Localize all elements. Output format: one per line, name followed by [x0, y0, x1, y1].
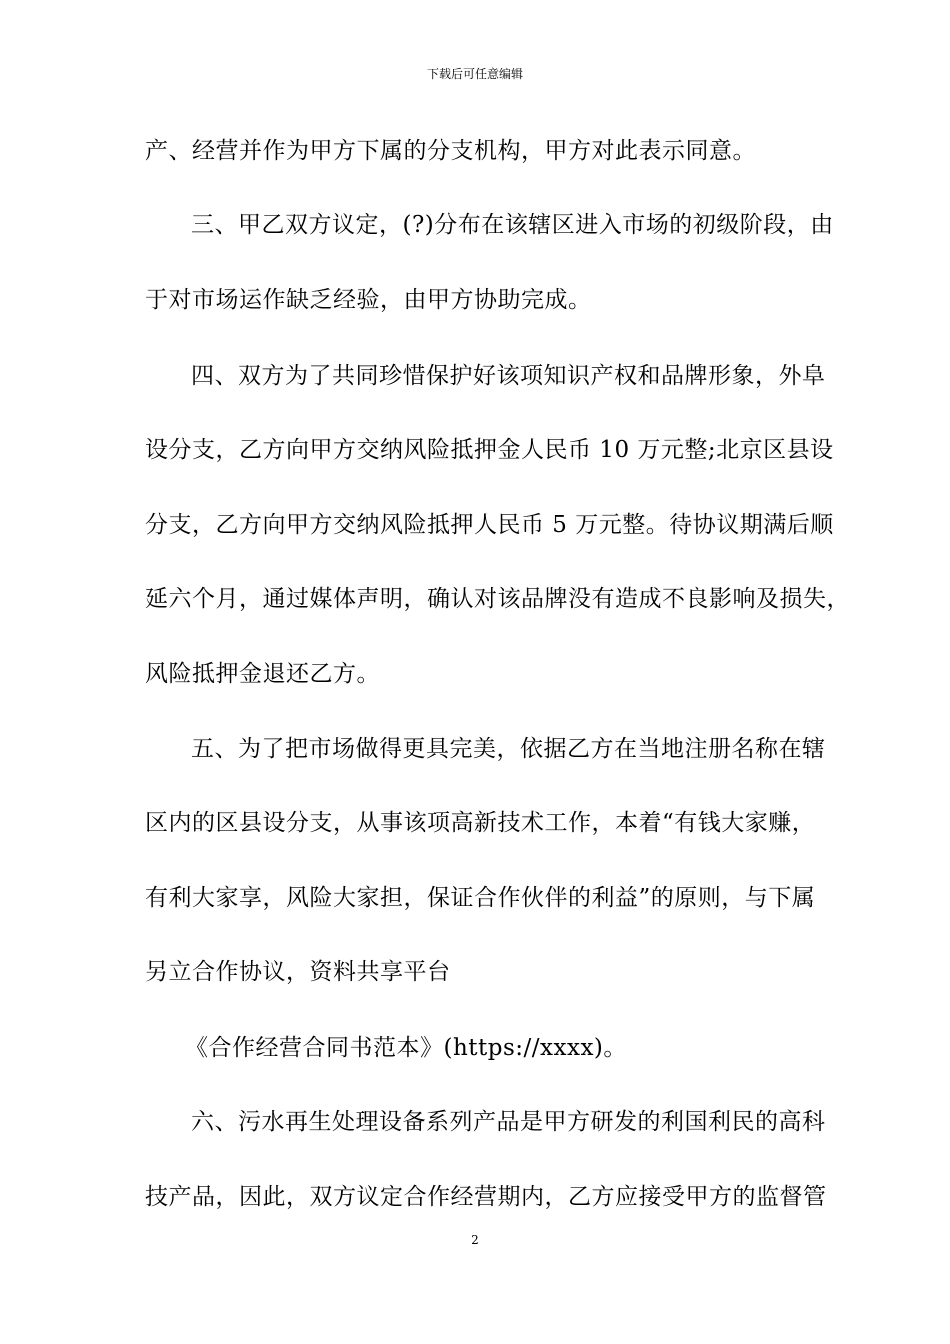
text-line: 有利大家享，风险大家担，保证合作伙伴的利益”的原则，与下属 — [145, 885, 816, 911]
text-line: 风险抵押金退还乙方。 — [145, 661, 380, 687]
page-number: 2 — [471, 1233, 479, 1247]
text-line: 五、为了把市场做得更具完美，依据乙方在当地注册名称在辖 — [191, 736, 826, 762]
text-line: 四、双方为了共同珍惜保护好该项知识产权和品牌形象，外阜 — [191, 363, 826, 389]
text-line: 区内的区县设分支，从事该项高新技术工作，本着“有钱大家赚， — [145, 810, 816, 836]
page-header-note: 下载后可任意编辑 — [426, 67, 523, 81]
text-line: 分支，乙方向甲方交纳风险抵押人民币 5 万元整。待协议期满后顺 — [145, 512, 834, 538]
text-line: 设分支，乙方向甲方交纳风险抵押金人民币 10 万元整;北京区县设 — [145, 437, 834, 463]
text-line: 技产品，因此，双方议定合作经营期内，乙方应接受甲方的监督管 — [145, 1184, 827, 1210]
text-line: 六、污水再生处理设备系列产品是甲方研发的利国利民的高科 — [191, 1109, 826, 1135]
text-line: 《合作经营合同书范本》(https://xxxx)。 — [185, 1035, 627, 1061]
text-line: 另立合作协议，资料共享平台 — [145, 959, 451, 985]
text-line: 三、甲乙双方议定，(?)分布在该辖区进入市场的初级阶段，由 — [191, 212, 834, 238]
text-line: 延六个月，通过媒体声明，确认对该品牌没有造成不良影响及损失， — [145, 586, 850, 612]
text-line: 产、经营并作为甲方下属的分支机构，甲方对此表示同意。 — [145, 138, 756, 164]
text-line: 于对市场运作缺乏经验，由甲方协助完成。 — [145, 287, 592, 313]
